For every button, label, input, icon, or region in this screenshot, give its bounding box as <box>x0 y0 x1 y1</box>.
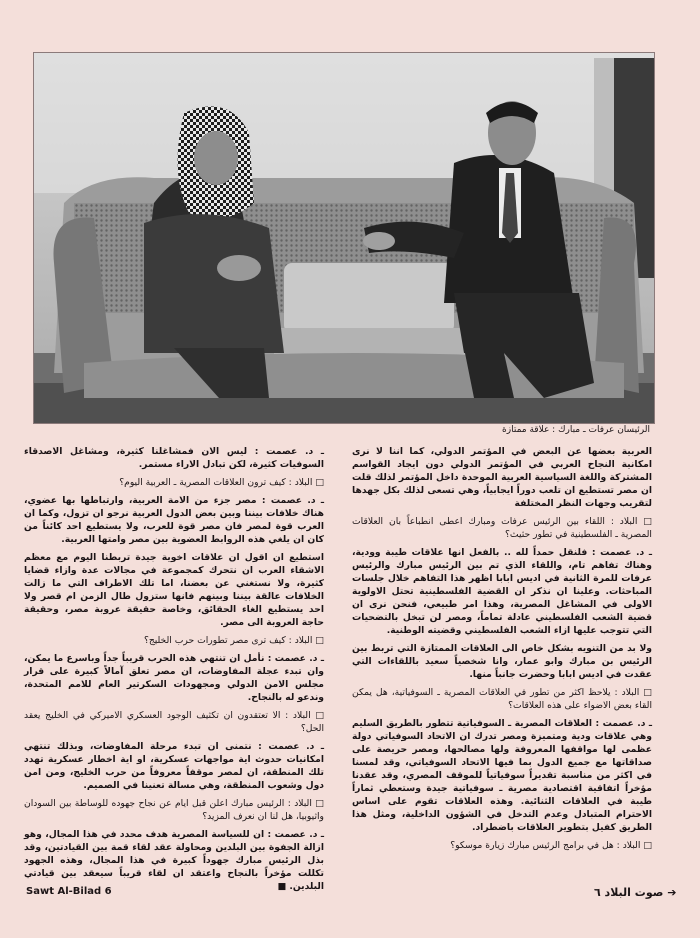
question-paragraph: □ البلاد : اللقاء بين الرئيس عرفات ومبارك اعطى انطباعاً بان العلاقات المصرية ـ الفلسطينية في تطور حثيث؟ <box>352 516 652 540</box>
paragraph: العربية بعضها عن البعض في المؤتمر الدولي، كما اننا لا نرى امكانية النجاح العربي في المؤتمر الدولي دون ايجاد القواسم المشتركة واللغة السياسية العربية الموحدة داخل المؤتمر لذلك قلت ان مصر تستطيع ان تلعب دوراً ايجابياً، وهي تسعى لذلك بكل جهدها لتقريب وجهات النظر المختلفة <box>352 446 652 509</box>
question-paragraph: □ البلاد : هل في برامج الرئيس مبارك زيارة موسكو؟ <box>450 840 652 851</box>
footer-page-label-latin: Sawt Al-Bilad 6 <box>26 886 112 897</box>
question-paragraph: □ البلاد : يلاحظ اكثر من تطور في العلاقات المصرية ـ السوفياتية، هل يمكن القاء بعض الاضواء على هذه العلاقات؟ <box>352 687 652 711</box>
question-paragraph: □ البلاد : كيف ترون العلاقات المصرية ـ العربية اليوم؟ <box>119 477 324 488</box>
question-paragraph: □ البلاد : الرئيس مبارك اعلن قبل ايام عن نجاح جهوده للوساطة بين السودان واثيوبيا، هل لنا ان نعرف المزيد؟ <box>24 798 324 822</box>
answer-paragraph: ـ د. عصمت : نتمنى ان تبدء مرحلة المفاوضات، وبذلك تنتهي امكانيات حدوث اية مواجهات عسكرية، او اية اخطار عسكرية تهدد تلك المنطقة، ان لمصر موقفاً معروفاً من حرب الخليج، ومن امن دول وشعوب المنطقة، وهي مسالة تعنينا في الصميم. <box>24 741 324 791</box>
photo-caption: الرئيسان عرفات ـ مبارك : علاقة ممتازة <box>502 425 650 435</box>
answer-paragraph: ـ د. عصمت : فلنقل حمداً لله .. بالفعل انها علاقات طيبة وودية، وهناك تفاهم تام، واللقاء الذي تم بين الرئيس مبارك والرئيس عرفات للمرة الثانية في اديس ابابا اظهر هذا التفاهم خلال جلسات المباحثات. وعلينا ان نذكر ان القضية الفلسطينية تحتل الاولوية الاولى في المشاغل المصرية، وهذا امر طبيعي، فنحن نرى ان قضية الشعب الفلسطيني عادلة تماماً، ومصر لن تبخل بالتضحيات التي تتوجب عليها ازاء الشعب الفلسطيني وقضيته الوطنية. <box>352 547 652 636</box>
question-paragraph: □ البلاد : الا تعتقدون ان تكثيف الوجود العسكري الاميركي في الخليج يعقد الحل؟ <box>24 710 324 734</box>
answer-paragraph: ـ د. عصمت : العلاقات المصرية ـ السوفياتية تتطور بالطريق السليم وهي علاقات ودية ومتميزة ومصر تدرك ان الاتحاد السوفياتي دولة عظمى لها مواقفها المعروفة ولها مصالحها، ومصر حريصة على صداقاتها مع جميع الدول بما فيها الاتحاد السوفياتي، وقد لمسنا في اكثر من مناسبة تقديراً سوفياتياً للموقف المصري، وقد عقدنا مؤخراً اتفاقية اقتصادية مصرية ـ سوفياتية جيدة وستعطي ثماراً طيبة في العلاقات الثنائية. وهذه العلاقات تقوم على اساس الاحترام المتبادل وعدم التدخل في الشؤون الداخلية، ومثل هذا الطريق كفيل بتطوير العلاقات باضطراد. <box>352 718 652 833</box>
arrow-icon: ➔ <box>667 886 677 899</box>
answer-paragraph: ـ د. عصمت : ليس الان فمشاغلنا كثيرة، ومشاغل الاصدقاء السوفيات كثيرة، لكن تبادل الاراء مستمر. <box>24 446 324 470</box>
article-column-right <box>352 445 652 875</box>
answer-paragraph: ـ د. عصمت : نأمل ان تنتهي هذه الحرب قريباً جداً وباسرع ما يمكن، وان تبدء عجلة المفاوضات، ان مصر تعلق آمالاً كبيرة على قرار مجلس الامن الدولي ومجهودات السكرتير العام للامم المتحدة، وندعو له بالنجاح. <box>24 653 324 703</box>
footer-page-label-arabic <box>594 886 676 899</box>
answer-paragraph: ـ د. عصمت : مصر جزء من الامة العربية، وارتباطها بها عضوي، هناك خلافات بيننا وبين بعض الدول العربية نرجو ان تزول، وكما ان العرب قوة لمصر فان مصر قوة للعرب، ولا يستطيع احد كائناً من كان ان يلغي هذه الروابط العضوية بين مصر وامتها العربية. <box>24 495 324 545</box>
paragraph: استطيع ان اقول ان علاقات اخوية جيدة تربطنا اليوم مع معظم الاشقاء العرب ان نتحرك كمجموعة في مجالات عدة وازاء قضايا كثيرة، ولا نستغني عن بعضنا، اما تلك الاطراف التي ما زالت الخلافات عالقة بيننا وبينهم فانها ستزول طال الزمن ام قصر ولا احد يستطيع الغاء الحقائق، وخاصة حقيقة عروبة مصر، وحقيقة حاجة العروبة الى مصر. <box>24 552 324 628</box>
photo-arafat-mubarak <box>33 52 655 424</box>
question-paragraph: □ البلاد : كيف ترى مصر تطورات حرب الخليج؟ <box>143 635 324 646</box>
paragraph: ولا بد من التنويه بشكل خاص الى العلاقات الممتازة التي تربط بين الرئيس بن مبارك وابو عمار، وانا شخصياً سعيد باللقاءات التي عقدت في اديس ابابا وحضرت جانباً منها. <box>352 643 652 680</box>
footer-arabic-text: صوت البلاد ٦ <box>594 886 664 899</box>
answer-paragraph: ـ د. عصمت : ان للسياسة المصرية هدف محدد في هذا المجال، وهو ازالة الجفوة بين البلدين ومحاولة عقد لقاء قمة بين القيادتين، وقد بذل الرئيس مبارك جهوداً كبيرة في هذا المجال، وهذه الجهود تكللت مؤخراً بالنجاح واعتقد ان لقاء قريباً سيعقد بين قيادتي البلدين. ■ <box>24 829 324 892</box>
